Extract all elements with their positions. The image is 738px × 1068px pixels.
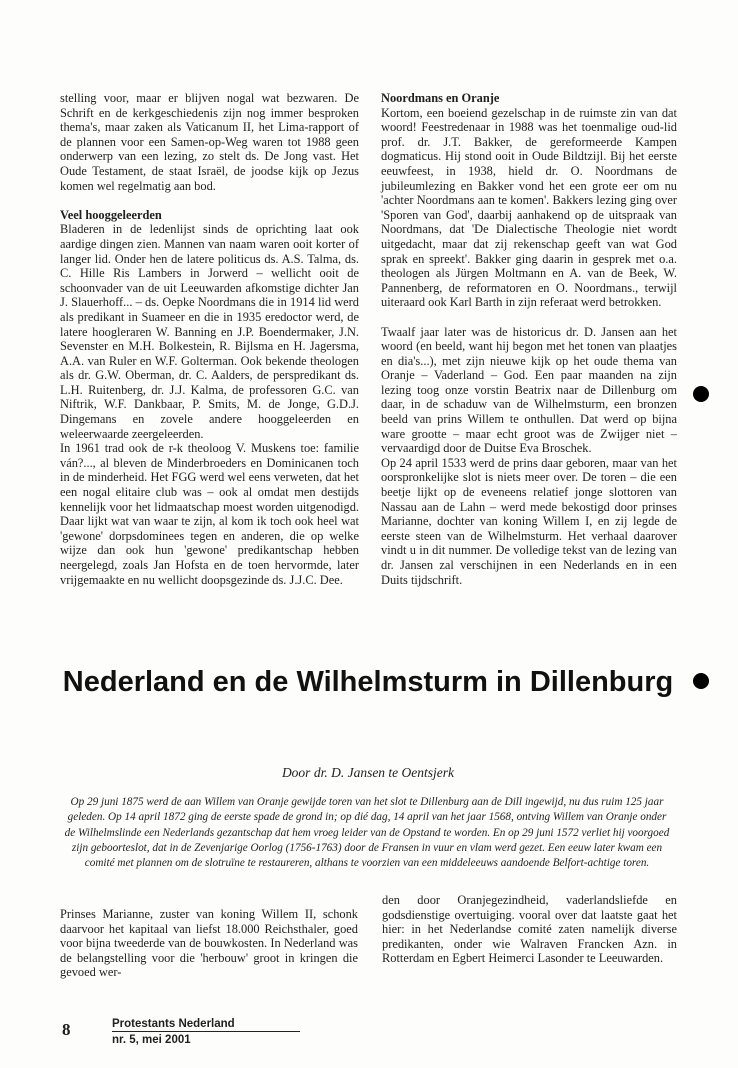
article-intro: Op 29 juni 1875 werd de aan Willem van Oranje gewijde toren van het slot te Dillenburg aan de Dill ingewijd, nu dus ruim 125 jaar geleden. Op 14 april 1872 ging de eerste spade de grond in; op dié dag, 14 april van het jaar 1568, ontving Willem van Oranje onder de Wilhelmslinde een Nederlands gezantschap dat hem vroeg leider van de Opstand te worden. En op 29 juni 1572 verliet hij voorgoed zijn geboorteslot, dat in de Zevenjarige Oorlog (1756-1763) door de Fransen in vuur en vlam werd gezet. Een eeuw later kwam een comité met plannen om de slotruïne te restaureren, althans te voorzien van een middeleeuws aandoende Belfort-achtige toren. — [64, 796, 670, 870]
article-body-left — [60, 907, 358, 980]
article-body-right — [382, 893, 677, 966]
article-body-right-text: den door Oranjegezindheid, vaderlandsliefde en godsdienstige overtuiging. vooral over dat laatste gaat het hier: in het Nederlandse comité zaten namelijk diverse predikanten, onder wie Walraven Francken Azn. in Rotterdam en Egbert Heimerci Lasonder te Leeuwarden. — [382, 893, 677, 966]
publication-issue: nr. 5, mei 2001 — [112, 1034, 191, 1046]
left-paragraph-1: stelling voor, maar er blijven nogal wat bezwaren. De Schrift en de kerkgeschiedenis zijn nog immer besproken thema's, maar zaken als Vaticanum II, het Lima-rapport of de plannen voor een Samen-op-Weg waren tot 1988 geen onderwerp van een lezing, zo stelt ds. De Jong vast. Het Oude Testament, de staat Israël, de joodse kijk op Jezus komen wel regelmatig aan bod. — [60, 91, 359, 193]
right-paragraph-2: Twaalf jaar later was de historicus dr. D. Jansen aan het woord (en beeld, want hij begon met het tonen van plaatjes en dia's...), met zijn nieuwe kijk op het oude thema van Oranje – Vaderland – God. Een paar maanden na zijn lezing toog onze vorstin Beatrix naar de Dillenburg om daar, in de schaduw van de Wilhelmsturm, een bronzen beeld van prins Willem te onthullen. Dat werd op bijna ware grootte – maar echt groot was de Zwijger niet – vervaardigd door de Duitse Eva Broschek. — [381, 324, 677, 456]
section-heading-noordmans-en-oranje: Noordmans en Oranje — [381, 91, 500, 105]
margin-bullet-upper — [693, 386, 709, 402]
article-title: Nederland en de Wilhelmsturm in Dillenburg — [62, 666, 674, 698]
right-paragraph-3: Op 24 april 1533 werd de prins daar geboren, maar van het oorspronkelijke slot is niets meer over. De toren – die een beetje lijkt op de eveneens relatief jonge slottoren van Nassau aan de Lahn – werd mede bekostigd door prinses Marianne, dochter van koning Willem I, en zij legde de eerste steen van de Wilhelmsturm. Het verhaal daarover vindt u in dit nummer. De volledige tekst van de lezing van dr. Jansen zal verschijnen in een Nederlands en in een Duits tijdschrift. — [381, 455, 677, 587]
footer-divider — [112, 1031, 300, 1032]
article-body-left-text: Prinses Marianne, zuster van koning Willem II, schonk daarvoor het kapitaal van liefst 18.000 Reichsthaler, goed voor bijna tweederde van de bouwkosten. In Nederland was de belangstelling voor die 'herbouw' groot in kringen die gevoed wer- — [60, 907, 358, 980]
left-paragraph-3: In 1961 trad ook de r-k theoloog V. Muskens toe: familie ván?..., al bleven de Minderbroeders en Dominicanen toch in de minderheid. Het FGG werd wel eens verweten, dat het een nogal elitaire club was – ook al omdat men destijds kennelijk voor het lidmaatschap moest worden uitgenodigd. Daar lijkt wat van waar te zijn, al kom ik toch ook heel wat 'gewone' dorpsdominees tegen en anderen, die op welke wijze dan ook hun 'gewone' predikantschap hebben neergelegd, zoals Jan Hofsta en de toen hervormde, later vrijgemaakte en nu wellicht doopsgezinde ds. J.J.C. Dee. — [60, 441, 359, 587]
publication-name: Protestants Nederland — [112, 1018, 235, 1030]
left-paragraph-2: Bladeren in de ledenlijst sinds de oprichting laat ook aardige dingen zien. Mannen van naam waren ooit korter of langer lid. Onder hen de latere politicus ds. A.S. Talma, ds. C. Hille Ris Lambers in Jorwerd – wellicht ooit de schoonvader van de uit Leeuwarden afkomstige dichter Jan J. Slauerhoff... – ds. Oepke Noordmans die in 1914 lid werd als predikant in Suameer en die in 1935 eredoctor werd, de latere hoogleraren W. Banning en J.P. Boendermaker, J.N. Sevenster en M.H. Bolkestein, R. Bijlsma en H. Jagersma, A.A. van Ruler en W.F. Golterman. Ook bekende theologen als dr. G.W. Oberman, dr. C. Aalders, de perspredikant ds. L.H. Ruitenberg, dr. J.J. Kalma, de professoren G.C. van Niftrik, W.F. Dankbaar, P. Smits, M. de Jonge, G.D.J. Dingemans en zovele andere hooggeleerden en weleerwaarde zeergeleerden. — [60, 222, 359, 441]
right-paragraph-1: Kortom, een boeiend gezelschap in de ruimste zin van dat woord! Feestredenaar in 1988 was het toenmalige oud-lid prof. dr. J.T. Bakker, de gereformeerde Kampen dogmaticus. Hij stond ooit in Oude Bildtzijl. Bij het eerste eeuwfeest, in 1938, hield dr. O. Noordmans de jubileumlezing en Bakker vond het een grote eer om nu 'achter Noordmans aan te komen'. Bakkers lezing ging over 'Sporen van God', daarbij aanhakend op de uitspraak van Noordmans, dat 'De Dialectische Theologie niet wordt uitgedacht, maar dat zij rekenschap geeft van wat God sprak en spreekt'. Bakker ging daarin in gesprek met o.a. theologen als Jürgen Moltmann en A. van de Beek, W. Pannenberg, de reformatoren en O. Noordmans., terwijl uiteraard ook Karl Barth in zijn referaat werd betrokken. — [381, 105, 677, 310]
article-byline: Door dr. D. Jansen te Oentsjerk — [281, 765, 455, 780]
left-column — [60, 91, 359, 587]
right-column — [381, 91, 677, 587]
page-number: 8 — [62, 1020, 71, 1039]
section-heading-veel-hooggeleerden: Veel hooggeleerden — [60, 207, 162, 222]
